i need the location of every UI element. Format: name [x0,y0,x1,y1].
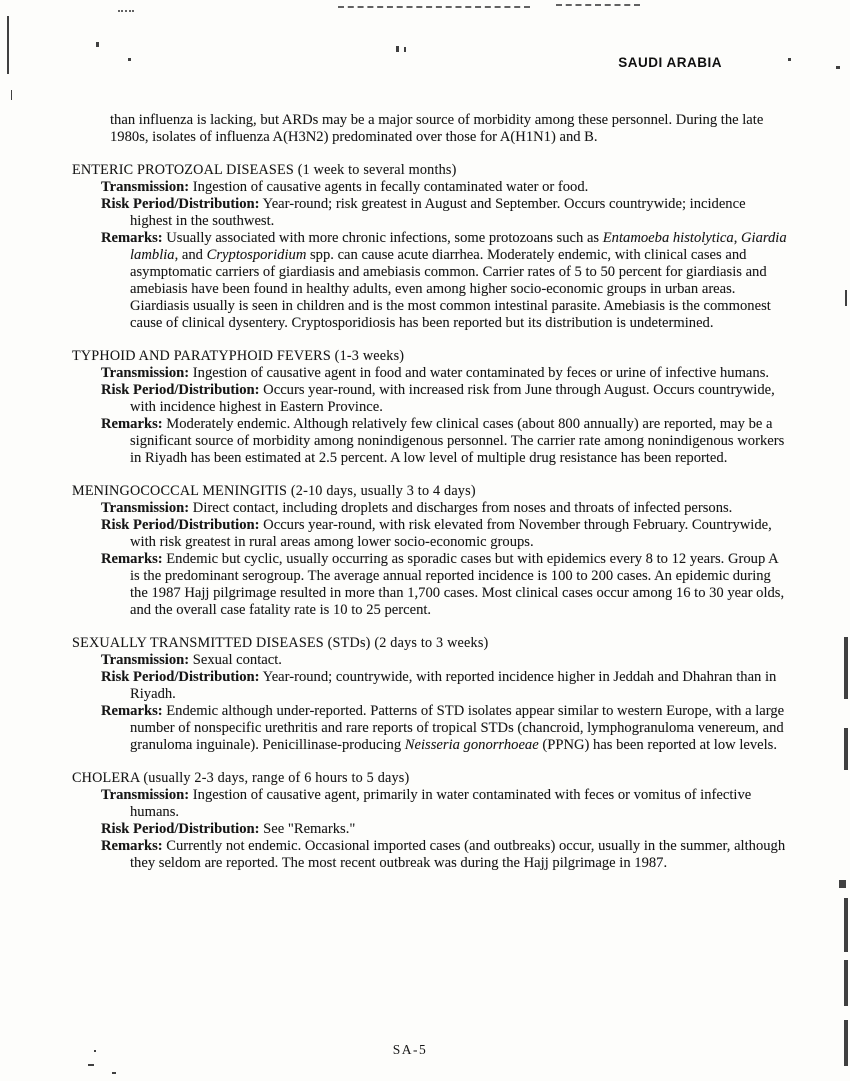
section-heading: ENTERIC PROTOZOAL DISEASES (1 week to several months) [72,162,457,178]
page-number: SA-5 [392,1042,428,1057]
entry-text: Endemic but cyclic, usually occurring as sporadic cases but with epidemics every 8 to 12 years. Group A is the predominant serogroup. The average annual reported incidence is 100 to 200 cases. An epidemic during the 1987 Hajj pilgrimage resulted in more than 1,700 cases. Most clinical cases occur among 16 to 30 year olds, and the overall case fatality rate is 10 to 25 percent. [130,551,785,618]
section-entry [72,551,790,619]
section-entries [72,787,790,872]
entry-text: Occurs year-round, with risk elevated from November through February. Countrywide, with risk greatest in rural areas among lower socio-economic groups. [130,517,772,550]
entry-text: Usually associated with more chronic infections, some protozoans such as Entamoeba histolytica, Giardia lamblia, and Cryptosporidium spp. can cause acute diarrhea. Moderately endemic, with clinical cases and asymptomatic carriers of giardiasis and amebiasis common. Carrier rates of 5 to 50 percent for giardiasis and amebiasis have been found in healthy adults, even among higher socio-economic groups in urban areas. Giardiasis usually is seen in children and is the most common intestinal parasite. Amebiasis is the commonest cause of clinical dysentery. Cryptosporidiosis has been reported but its distribution is undetermined. [130,230,787,331]
entry-text: Currently not endemic. Occasional imported cases (and outbreaks) occur, usually in the summer, although they seldom are reported. The most recent outbreak was during the Hajj pilgrimage in 1987. [130,838,786,871]
scan-mark-top-dashes-1 [338,6,530,8]
disease-section [72,483,790,619]
entry-text: See "Remarks." [263,821,356,837]
disease-section [72,162,790,332]
entry-label: Risk Period/Distribution: [101,669,260,685]
entry-text: Ingestion of causative agent in food and water contaminated by feces or urine of infective humans. [192,365,770,381]
section-heading: CHOLERA (usually 2-3 days, range of 6 hours to 5 days) [72,770,410,786]
section-entry [72,652,790,669]
entry-label: Transmission: [101,652,190,668]
scan-speck-7 [88,1064,94,1066]
section-entry [72,179,790,196]
entry-label: Remarks: [101,416,163,432]
scan-mark-top-dots [118,10,134,12]
entry-text: Occurs year-round, with increased risk from June through August. Occurs countrywide, with incidence highest in Eastern Province. [130,382,775,415]
section-entry [72,838,790,872]
section-entry [72,196,790,230]
scan-speck-2 [128,58,131,61]
scan-mark-top-dashes-2 [556,4,640,6]
entry-text: Ingestion of causative agent, primarily in water contaminated with feces or vomitus of infective humans. [130,787,752,820]
section-entries [72,652,790,754]
scan-speck-3 [396,46,399,52]
section-entries [72,500,790,619]
section-heading: MENINGOCOCCAL MENINGITIS (2-10 days, usually 3 to 4 days) [72,483,476,499]
entry-text: Endemic although under-reported. Patterns of STD isolates appear similar to western Europe, with a large number of nonspecific urethritis and rare reports of tropical STDs (chancroid, lymphogranuloma venereum, and granuloma inguinale). Penicillinase-producing Neisseria gonorrhoeae (PPNG) has been reported at low levels. [130,703,785,753]
section-entry [72,669,790,703]
entry-text: Year-round; countrywide, with reported incidence higher in Jeddah and Dhahran than in Riyadh. [130,669,777,702]
entry-label: Risk Period/Distribution: [101,382,260,398]
entry-label: Transmission: [101,787,190,803]
scan-speck-1 [96,42,99,47]
section-entries [72,179,790,332]
entry-label: Remarks: [101,230,163,246]
section-entry [72,703,790,754]
section-entry [72,382,790,416]
entry-label: Transmission: [101,179,190,195]
section-entry [72,787,790,821]
entry-label: Remarks: [101,703,163,719]
scan-mark-right-7 [844,1020,848,1066]
section-heading: TYPHOID AND PARATYPHOID FEVERS (1-3 weeks) [72,348,405,364]
entry-label: Risk Period/Distribution: [101,517,260,533]
scan-mark-left-tick [11,90,12,100]
entry-text: Moderately endemic. Although relatively few clinical cases (about 800 annually) are reported, may be a significant source of morbidity among nonindigenous personnel. The carrier rate among nonindigenous workers in Riyadh has been estimated at 2.5 percent. A low level of multiple drug resistance has been reported. [130,416,785,466]
disease-section [72,770,790,872]
section-entry [72,416,790,467]
scan-speck-6 [836,66,840,69]
scan-mark-right-6 [844,960,848,1006]
entry-text: Sexual contact. [192,652,282,668]
scan-speck-8 [112,1072,116,1074]
scan-speck-4 [404,47,406,52]
entry-label: Remarks: [101,838,163,854]
section-entry [72,517,790,551]
section-heading: SEXUALLY TRANSMITTED DISEASES (STDs) (2 days to 3 weeks) [72,635,489,651]
section-entry [72,365,790,382]
entry-text: Year-round; risk greatest in August and September. Occurs countrywide; incidence highest in the southwest. [130,196,746,229]
scan-mark-left-line [7,16,9,74]
entry-text: Direct contact, including droplets and discharges from noses and throats of infected persons. [192,500,733,516]
entry-label: Remarks: [101,551,163,567]
entry-text: Ingestion of causative agents in fecally contaminated water or food. [192,179,589,195]
section-entry [72,500,790,517]
scan-mark-right-5 [844,898,848,952]
document-content [72,112,790,872]
entry-label: Risk Period/Distribution: [101,196,260,212]
scan-mark-right-2 [844,637,848,699]
scan-mark-right-4 [839,880,846,888]
scan-mark-right-1 [845,290,847,306]
disease-section [72,348,790,467]
section-entry [72,230,790,332]
scan-mark-right-3 [844,728,848,770]
entry-label: Risk Period/Distribution: [101,821,260,837]
sections-container [72,162,790,872]
disease-section [72,635,790,754]
page-header-country: SAUDI ARABIA [618,55,722,70]
intro-paragraph: than influenza is lacking, but ARDs may be a major source of morbidity among these personnel. During the late 1980s, isolates of influenza A(H3N2) predominated over those for A(H1N1) and B. [110,112,764,145]
section-entries [72,365,790,467]
entry-label: Transmission: [101,500,190,516]
section-entry [72,821,790,838]
scan-speck-5 [788,58,791,61]
entry-label: Transmission: [101,365,190,381]
